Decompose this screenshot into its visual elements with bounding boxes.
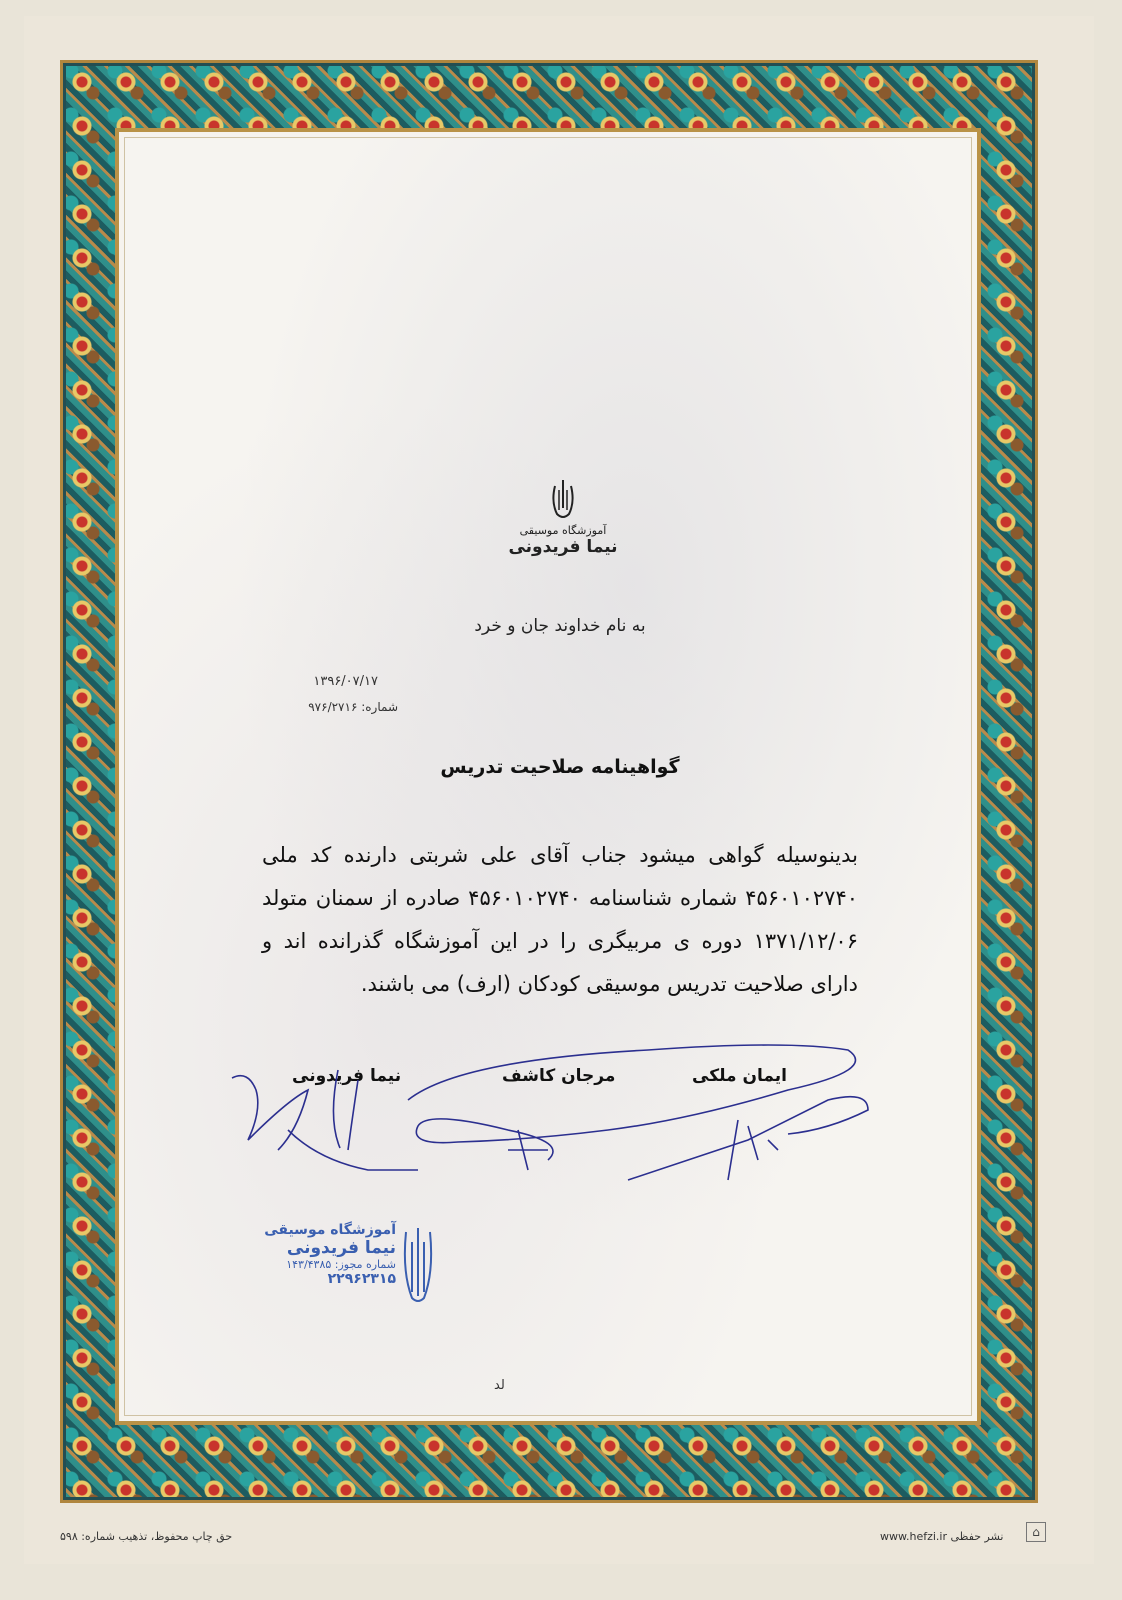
signer-name: نیما فریدونی: [292, 1066, 402, 1086]
invocation: به نام خداوند جان و خرد: [474, 616, 646, 636]
stamp-phone-line: ۲۲۹۶۲۳۱۵: [327, 1271, 396, 1287]
reference-number: شماره: ۹۷۶/۲۷۱۶: [308, 700, 398, 714]
signer-name: ایمان ملکی: [692, 1066, 787, 1086]
certificate-body: بدینوسیله گواهی میشود جناب آقای علی شربتی دارنده کد ملی ۴۵۶۰۱۰۲۷۴۰ شماره شناسنامه ۴۵۶۰۱۰۲۷۴۰ صادره از سمنان متولد ۱۳۷۱/۱۲/۰۶ دوره ی مربیگری را در این آموزشگاه گذرانده اند و دارای صلاحیت تدریس موسیقی کودکان (ارف) می باشند.: [262, 843, 858, 996]
footer-copyright: حق چاپ محفوظ، تذهیب شماره: ۵۹۸: [60, 1530, 233, 1543]
certificate-title: گواهینامه صلاحیت تدریس: [440, 756, 680, 778]
publisher-logo-icon: ⌂: [1026, 1522, 1046, 1542]
footer-publisher: www.hefzi.ir نشر حفظی: [880, 1530, 1004, 1543]
logo-name-line: نیما فریدونی: [508, 537, 618, 557]
logo-school-line: آموزشگاه موسیقی: [519, 524, 607, 537]
handwritten-signatures: [228, 1030, 888, 1200]
handwritten-mark: لد: [494, 1378, 505, 1393]
signer-name: مرجان کاشف: [502, 1066, 616, 1086]
school-logo: [508, 478, 618, 578]
school-stamp: [236, 1222, 446, 1322]
stamp-license-line: شماره مجوز: ۱۴۳/۴۳۸۵: [286, 1258, 396, 1271]
stamp-harp-icon: [398, 1222, 438, 1306]
stamp-name-line: نیما فریدونی: [286, 1238, 396, 1258]
issue-date: ۱۳۹۶/۰۷/۱۷: [313, 674, 378, 689]
stamp-school-line: آموزشگاه موسیقی: [264, 1222, 396, 1238]
harp-icon: [545, 478, 581, 522]
